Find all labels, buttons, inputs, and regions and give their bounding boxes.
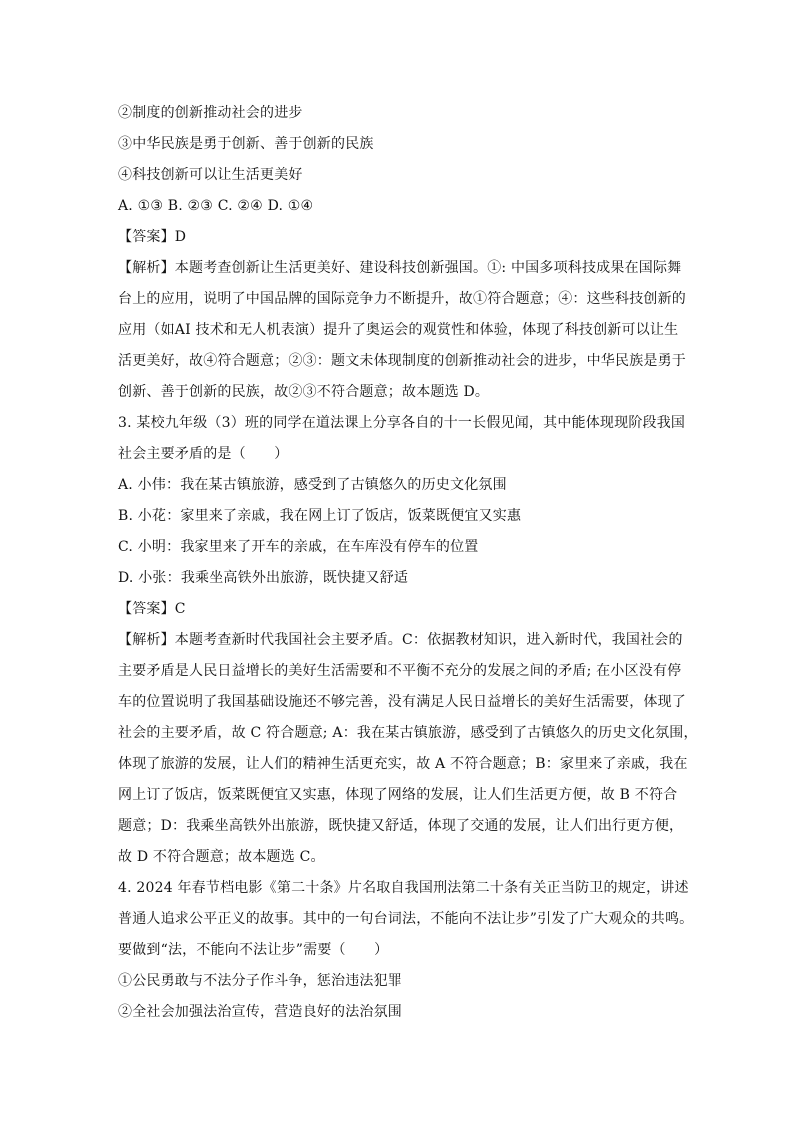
q2-option-4: ④科技创新可以让生活更美好 (118, 167, 303, 183)
q3-block (118, 408, 698, 873)
q2-option-3: ③中华民族是勇于创新、善于创新的民族 (118, 136, 374, 152)
q3-option-a: A. 小伟：我在某古镇旅游，感受到了古镇悠久的历史文化氛围 (118, 477, 507, 493)
q2-analysis (118, 253, 686, 408)
q4-stem-line: 4. 2024 年春节档电影《第二十条》片名取自我国刑法第二十条有关正当防卫的规定，讲述 (118, 880, 689, 896)
q3-stem-line: 社会主要矛盾的是（ ） (118, 446, 289, 462)
q3-analysis-line: 故 D 不符合题意；故本题选 C。 (118, 849, 325, 865)
q3-option-c: C. 小明：我家里来了开车的亲戚，在车库没有停车的位置 (118, 539, 479, 555)
q2-block (118, 98, 686, 408)
q3-analysis-line: 【解析】本题考查新时代我国社会主要矛盾。C：依据教材知识，进入新时代，我国社会的 (118, 632, 683, 648)
q3-analysis (118, 625, 698, 873)
q2-choices: A. ①③ B. ②③ C. ②④ D. ①④ (118, 198, 314, 214)
q4-option-2: ②全社会加强法治宣传，营造良好的法治氛围 (118, 1004, 402, 1020)
q3-analysis-line: 题意；D：我乘坐高铁外出旅游，既快捷又舒适，体现了交通的发展，让人们出行更方便， (118, 818, 684, 834)
q3-analysis-line: 主要矛盾是人民日益增长的美好生活需要和不平衡不充分的发展之间的矛盾; 在小区没有停 (118, 663, 682, 679)
q3-analysis-line: 体现了旅游的发展，让人们的精神生活更充实，故 A 不符合题意；B：家里来了亲戚，我在 (118, 756, 688, 772)
document-page (118, 98, 698, 1028)
q2-option-2: ②制度的创新推动社会的进步 (118, 105, 303, 121)
q3-stem-line: 3. 某校九年级（3）班的同学在道法课上分享各自的十一长假见闻，其中能体现现阶段我国 (118, 415, 686, 431)
q2-analysis-line: 台上的应用，说明了中国品牌的国际竞争力不断提升，故①符合题意；④：这些科技创新的 (118, 291, 686, 307)
q3-answer: 【答案】C (118, 601, 186, 617)
q2-analysis-line: 应用（如AI 技术和无人机表演）提升了奥运会的观赏性和体验，体现了科技创新可以让生 (118, 322, 679, 338)
q3-option-b: B. 小花：家里来了亲戚，我在网上订了饭店，饭菜既便宜又实惠 (118, 508, 522, 524)
q4-block (118, 873, 694, 1028)
q3-analysis-line: 车的位置说明了我国基础设施还不够完善，没有满足人民日益增长的美好生活需要，体现了 (118, 694, 686, 710)
q3-analysis-line: 网上订了饭店，饭菜既便宜又实惠，体现了网络的发展，让人们生活更方便，故 B 不符合 (118, 787, 678, 803)
q4-stem-line: 普通人追求公平正义的故事。其中的一句台词法，不能向不法让步”引发了广大观众的共鸣。 (118, 911, 694, 927)
q2-analysis-line: 活更美好，故④符合题意；②③：题文未体现制度的创新推动社会的进步，中华民族是勇于 (118, 353, 686, 369)
q2-answer: 【答案】D (118, 229, 187, 245)
q2-analysis-line: 创新、善于创新的民族，故②③不符合题意；故本题选 D。 (118, 384, 490, 400)
q4-stem-line: 要做到“法，不能向不法让步”需要（ ） (118, 942, 389, 958)
q3-option-d: D. 小张：我乘坐高铁外出旅游，既快捷又舒适 (118, 570, 409, 586)
q4-option-1: ①公民勇敢与不法分子作斗争，惩治违法犯罪 (118, 973, 402, 989)
q2-analysis-line: 【解析】本题考查创新让生活更美好、建设科技创新强国。①: 中国多项科技成果在国际舞 (118, 260, 682, 276)
q3-analysis-line: 社会的主要矛盾，故 C 符合题意; A：我在某古镇旅游，感受到了古镇悠久的历史文化氛围， (118, 725, 698, 741)
